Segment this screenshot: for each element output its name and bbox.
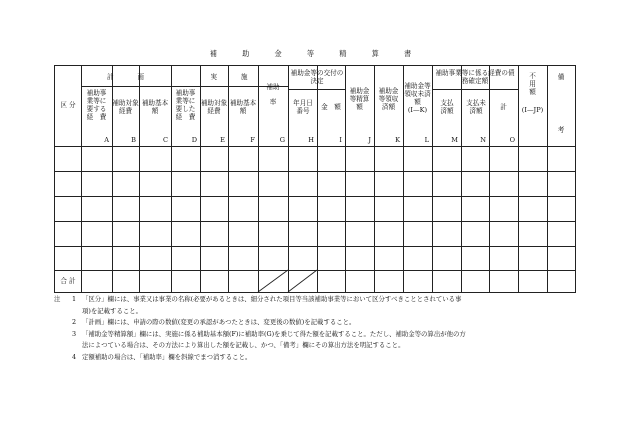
- header-kofu-kettei: 補助金等の交付の決定: [290, 69, 344, 85]
- header-line: 要する: [86, 105, 107, 113]
- note-number: 3: [72, 329, 77, 338]
- header-yosuru-keihi: [81, 89, 112, 121]
- note-text: 「補助金等精算額」欄には、実施に係る補助基本額(F)に補助率(G)を乗じて得た額を記載すること。ただし、補助金等の算出が他の方: [82, 329, 466, 338]
- col-letter-l: L: [424, 136, 429, 144]
- note-text: 項)を記載すること。: [82, 306, 143, 315]
- header-kingaku: 金 額: [321, 103, 341, 111]
- header-line: 業等に: [86, 97, 107, 105]
- col-letter-d: D: [191, 136, 197, 144]
- col-letter-a: A: [104, 136, 109, 144]
- header-shiharai-zumi: 支払済額: [440, 99, 454, 115]
- notes-label: 注: [54, 295, 61, 303]
- note-3-cont: [54, 340, 584, 352]
- note-number: 1: [72, 295, 77, 303]
- note-2: [54, 317, 584, 329]
- note-3: [54, 329, 584, 341]
- header-saimu-kakutei: 補助事業等に係る経費の債務確定額: [435, 69, 515, 85]
- header-taisho-keihi-actual: 補助対象経費: [200, 99, 228, 115]
- col-letter-c: C: [162, 136, 168, 144]
- header-line: 業等に: [175, 97, 196, 105]
- total-label: 合 計: [60, 277, 76, 285]
- header-jisshi: 実 施: [210, 73, 249, 81]
- header-biko-2: 考: [557, 126, 565, 134]
- note-text: 定額補助の場合は、「補助率」欄を斜線でまつ消すること。: [82, 352, 252, 361]
- header-line: 経 費: [86, 113, 107, 121]
- header-line: 経 費: [175, 113, 196, 121]
- col-letter-h: H: [308, 136, 314, 144]
- col-letter-b: B: [131, 136, 136, 144]
- header-line: 不用額: [529, 72, 536, 96]
- header-line: 要した: [175, 105, 196, 113]
- note-1: [54, 294, 584, 306]
- header-kei: 計: [500, 103, 507, 111]
- note-text: 法によつている場合は、その方法により算出した額を記載し、かつ、「備考」欄にその算出方法を明記すること。: [82, 341, 405, 350]
- header-hojoritsu: 補助率: [266, 83, 280, 106]
- diagonal-hojoritsu: [258, 270, 288, 292]
- diagonal-nengappi: [288, 270, 317, 292]
- header-taisho-keihi-plan: 補助対象経費: [112, 99, 139, 115]
- col-letter-g: G: [279, 136, 285, 144]
- col-letter-j: J: [368, 136, 371, 144]
- header-nengappi-bango: 年月日番号: [293, 99, 313, 115]
- col-letter-i: I: [339, 136, 342, 144]
- col-letter-o: O: [509, 136, 515, 144]
- header-line: 補助金等領収未済額: [404, 82, 431, 106]
- col-letter-m: M: [451, 136, 458, 144]
- col-letter-k: K: [395, 136, 400, 144]
- header-line: (I—JP): [521, 106, 544, 114]
- header-line: (I—K): [407, 106, 428, 114]
- header-biko: 備: [557, 73, 565, 81]
- header-line: 補助事: [86, 89, 107, 97]
- form-title: 補 助 金 等 精 算 書: [209, 49, 421, 58]
- note-4: [54, 352, 584, 364]
- header-kubun: 区 分: [60, 101, 76, 109]
- header-kihongaku-actual: 補助基本額: [229, 99, 257, 115]
- header-ryoshu-zumi: 補助金等領収済額: [378, 87, 399, 111]
- col-letter-e: E: [220, 136, 225, 144]
- col-letter-f: F: [250, 136, 255, 144]
- note-number: 2: [72, 318, 77, 327]
- header-line: 補助事: [175, 89, 196, 97]
- col-letter-n: N: [480, 136, 486, 144]
- header-kihongaku-plan: 補助基本額: [141, 99, 169, 115]
- header-mishiharai: 支払未済額: [466, 99, 486, 115]
- header-mishu: [404, 82, 431, 114]
- note-text: 「区分」欄には、事業又は事業の名称(必要があるときは、細分された項目等当該補助事業等において区分すべきこととされている事: [82, 295, 462, 303]
- header-keikaku: 計 画: [107, 73, 145, 81]
- note-1-cont: [54, 306, 584, 318]
- note-number: 4: [72, 352, 77, 361]
- note-text: 「計画」欄には、申請の際の数値(変更の承認があつたときは、変更後の数値)を記載すること。: [82, 318, 356, 327]
- header-yoshita-keihi: [171, 89, 200, 121]
- header-fuyogaku: [518, 72, 547, 114]
- settlement-table: [54, 65, 576, 293]
- header-seisangaku: 補助金等精算額: [349, 87, 370, 111]
- notes-section: [54, 294, 584, 364]
